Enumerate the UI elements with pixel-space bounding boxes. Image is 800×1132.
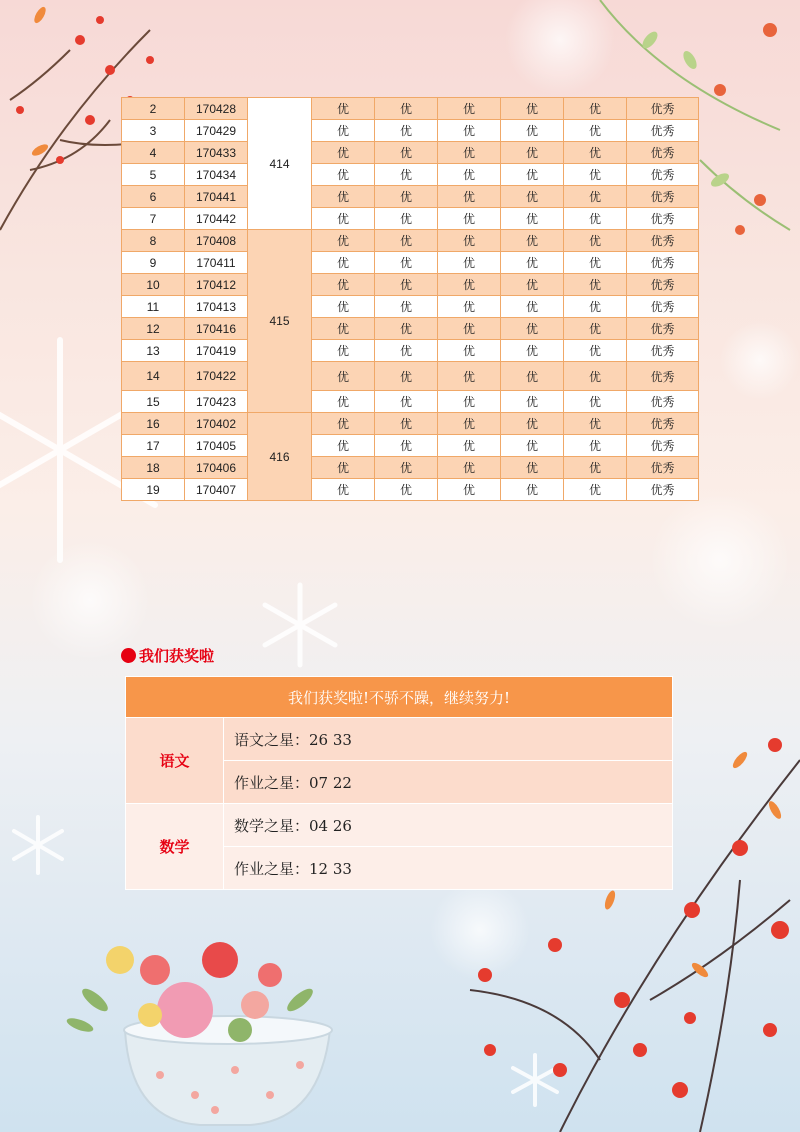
student-id-cell: 170405 (185, 435, 248, 457)
chinese-star-line: 语文之星：26 33 (224, 718, 673, 761)
grade-mark-cell: 优 (375, 296, 438, 318)
row-number-cell: 6 (122, 186, 185, 208)
award-banner-row (126, 677, 673, 718)
row-number-cell: 17 (122, 435, 185, 457)
overall-grade-cell: 优秀 (627, 208, 699, 230)
awards-heading-text: 我们获奖啦 (139, 647, 215, 665)
overall-grade-cell: 优秀 (627, 230, 699, 252)
grade-mark-cell: 优 (501, 413, 564, 435)
grade-mark-cell: 优 (564, 362, 627, 391)
student-id-cell: 170428 (185, 98, 248, 120)
grade-mark-cell: 优 (375, 362, 438, 391)
grade-mark-cell: 优 (312, 413, 375, 435)
flower-cup-icon (65, 942, 332, 1125)
grade-mark-cell: 优 (375, 479, 438, 501)
student-id-cell: 170406 (185, 457, 248, 479)
math-homework-star-line: 作业之星：12 33 (224, 847, 673, 890)
grade-mark-cell: 优 (501, 435, 564, 457)
table-row (122, 142, 699, 164)
grade-mark-cell: 优 (564, 435, 627, 457)
grade-mark-cell: 优 (501, 340, 564, 362)
grade-mark-cell: 优 (312, 164, 375, 186)
table-row (122, 120, 699, 142)
row-number-cell: 15 (122, 391, 185, 413)
grade-mark-cell: 优 (438, 413, 501, 435)
row-number-cell: 3 (122, 120, 185, 142)
chinese-homework-star-line: 作业之星：07 22 (224, 761, 673, 804)
grade-mark-cell: 优 (501, 296, 564, 318)
grade-mark-cell: 优 (564, 98, 627, 120)
grade-mark-cell: 优 (375, 120, 438, 142)
grade-mark-cell: 优 (312, 340, 375, 362)
grade-mark-cell: 优 (501, 142, 564, 164)
grade-mark-cell: 优 (438, 340, 501, 362)
grade-mark-cell: 优 (501, 274, 564, 296)
table-row (122, 413, 699, 435)
row-number-cell: 5 (122, 164, 185, 186)
row-number-cell: 4 (122, 142, 185, 164)
grade-mark-cell: 优 (312, 435, 375, 457)
grade-mark-cell: 优 (564, 252, 627, 274)
grade-mark-cell: 优 (312, 362, 375, 391)
table-row (122, 391, 699, 413)
grade-mark-cell: 优 (312, 186, 375, 208)
grade-mark-cell: 优 (564, 120, 627, 142)
overall-grade-cell: 优秀 (627, 98, 699, 120)
grade-mark-cell: 优 (564, 457, 627, 479)
grade-mark-cell: 优 (564, 186, 627, 208)
grade-mark-cell: 优 (501, 362, 564, 391)
student-id-cell: 170442 (185, 208, 248, 230)
grade-mark-cell: 优 (564, 479, 627, 501)
grade-mark-cell: 优 (501, 164, 564, 186)
table-row (122, 318, 699, 340)
chinese-subject-label: 语文 (126, 718, 224, 804)
table-row (122, 208, 699, 230)
grade-mark-cell: 优 (312, 120, 375, 142)
grade-mark-cell: 优 (375, 164, 438, 186)
grade-mark-cell: 优 (438, 252, 501, 274)
grade-mark-cell: 优 (312, 318, 375, 340)
grade-mark-cell: 优 (501, 120, 564, 142)
grade-mark-cell: 优 (564, 164, 627, 186)
overall-grade-cell: 优秀 (627, 362, 699, 391)
grade-mark-cell: 优 (438, 208, 501, 230)
overall-grade-cell: 优秀 (627, 340, 699, 362)
row-number-cell: 2 (122, 98, 185, 120)
grade-mark-cell: 优 (375, 142, 438, 164)
overall-grade-cell: 优秀 (627, 435, 699, 457)
grade-mark-cell: 优 (375, 252, 438, 274)
grade-mark-cell: 优 (501, 98, 564, 120)
grade-mark-cell: 优 (438, 98, 501, 120)
overall-grade-cell: 优秀 (627, 120, 699, 142)
grade-mark-cell: 优 (438, 479, 501, 501)
grade-table (121, 97, 699, 501)
grade-mark-cell: 优 (564, 230, 627, 252)
grade-mark-cell: 优 (501, 186, 564, 208)
grade-mark-cell: 优 (375, 274, 438, 296)
row-number-cell: 11 (122, 296, 185, 318)
grade-mark-cell: 优 (564, 142, 627, 164)
grade-mark-cell: 优 (312, 142, 375, 164)
table-row (122, 98, 699, 120)
student-id-cell: 170407 (185, 479, 248, 501)
overall-grade-cell: 优秀 (627, 391, 699, 413)
table-row (122, 457, 699, 479)
grade-mark-cell: 优 (375, 98, 438, 120)
grade-mark-cell: 优 (375, 186, 438, 208)
grade-mark-cell: 优 (501, 479, 564, 501)
row-number-cell: 13 (122, 340, 185, 362)
student-id-cell: 170434 (185, 164, 248, 186)
table-row (122, 435, 699, 457)
row-number-cell: 9 (122, 252, 185, 274)
student-id-cell: 170423 (185, 391, 248, 413)
student-id-cell: 170419 (185, 340, 248, 362)
table-row (122, 362, 699, 391)
grade-mark-cell: 优 (375, 318, 438, 340)
overall-grade-cell: 优秀 (627, 186, 699, 208)
grade-mark-cell: 优 (312, 252, 375, 274)
math-subject-label: 数学 (126, 804, 224, 890)
grade-mark-cell: 优 (501, 391, 564, 413)
overall-grade-cell: 优秀 (627, 274, 699, 296)
grade-mark-cell: 优 (438, 274, 501, 296)
overall-grade-cell: 优秀 (627, 252, 699, 274)
student-id-cell: 170416 (185, 318, 248, 340)
student-id-cell: 170413 (185, 296, 248, 318)
row-number-cell: 14 (122, 362, 185, 391)
class-group-cell: 416 (248, 413, 312, 501)
overall-grade-cell: 优秀 (627, 318, 699, 340)
grade-mark-cell: 优 (375, 391, 438, 413)
student-id-cell: 170422 (185, 362, 248, 391)
bullet-dot-icon (121, 648, 136, 663)
grade-mark-cell: 优 (564, 413, 627, 435)
student-id-cell: 170411 (185, 252, 248, 274)
grade-mark-cell: 优 (375, 208, 438, 230)
grade-mark-cell: 优 (312, 391, 375, 413)
grade-mark-cell: 优 (312, 457, 375, 479)
table-row (122, 230, 699, 252)
grade-mark-cell: 优 (564, 296, 627, 318)
grade-mark-cell: 优 (312, 208, 375, 230)
overall-grade-cell: 优秀 (627, 142, 699, 164)
table-row (122, 340, 699, 362)
grade-mark-cell: 优 (564, 274, 627, 296)
grade-mark-cell: 优 (438, 164, 501, 186)
row-number-cell: 7 (122, 208, 185, 230)
grade-mark-cell: 优 (438, 142, 501, 164)
overall-grade-cell: 优秀 (627, 413, 699, 435)
grade-mark-cell: 优 (312, 274, 375, 296)
grade-mark-cell: 优 (438, 296, 501, 318)
grade-mark-cell: 优 (564, 340, 627, 362)
table-row (122, 479, 699, 501)
class-group-cell: 414 (248, 98, 312, 230)
student-id-cell: 170441 (185, 186, 248, 208)
grade-mark-cell: 优 (438, 120, 501, 142)
table-row (122, 274, 699, 296)
row-number-cell: 19 (122, 479, 185, 501)
grade-mark-cell: 优 (375, 230, 438, 252)
overall-grade-cell: 优秀 (627, 296, 699, 318)
award-banner: 我们获奖啦!不骄不躁，继续努力! (126, 677, 673, 718)
grade-mark-cell: 优 (375, 457, 438, 479)
row-number-cell: 8 (122, 230, 185, 252)
grade-mark-cell: 优 (438, 318, 501, 340)
row-number-cell: 10 (122, 274, 185, 296)
grade-mark-cell: 优 (438, 186, 501, 208)
overall-grade-cell: 优秀 (627, 164, 699, 186)
grade-mark-cell: 优 (501, 252, 564, 274)
table-row (122, 296, 699, 318)
row-number-cell: 18 (122, 457, 185, 479)
grade-table-body (122, 98, 699, 501)
grade-mark-cell: 优 (375, 340, 438, 362)
grade-mark-cell: 优 (312, 296, 375, 318)
grade-mark-cell: 优 (564, 208, 627, 230)
overall-grade-cell: 优秀 (627, 457, 699, 479)
chinese-award-row (126, 718, 673, 761)
grade-mark-cell: 优 (564, 391, 627, 413)
row-number-cell: 16 (122, 413, 185, 435)
table-row (122, 186, 699, 208)
grade-mark-cell: 优 (312, 98, 375, 120)
grade-mark-cell: 优 (438, 435, 501, 457)
grade-mark-cell: 优 (501, 230, 564, 252)
grade-mark-cell: 优 (312, 230, 375, 252)
student-id-cell: 170412 (185, 274, 248, 296)
grade-mark-cell: 优 (438, 230, 501, 252)
grade-mark-cell: 优 (375, 413, 438, 435)
grade-mark-cell: 优 (438, 391, 501, 413)
overall-grade-cell: 优秀 (627, 479, 699, 501)
table-row (122, 252, 699, 274)
grade-mark-cell: 优 (501, 318, 564, 340)
grade-mark-cell: 优 (438, 457, 501, 479)
grade-mark-cell: 优 (312, 479, 375, 501)
row-number-cell: 12 (122, 318, 185, 340)
math-star-line: 数学之星：04 26 (224, 804, 673, 847)
student-id-cell: 170429 (185, 120, 248, 142)
student-id-cell: 170408 (185, 230, 248, 252)
grade-mark-cell: 优 (438, 362, 501, 391)
grade-mark-cell: 优 (375, 435, 438, 457)
student-id-cell: 170402 (185, 413, 248, 435)
grade-mark-cell: 优 (501, 208, 564, 230)
table-row (122, 164, 699, 186)
award-table (125, 676, 673, 890)
grade-mark-cell: 优 (564, 318, 627, 340)
grade-mark-cell: 优 (501, 457, 564, 479)
math-award-row (126, 804, 673, 847)
student-id-cell: 170433 (185, 142, 248, 164)
class-group-cell: 415 (248, 230, 312, 413)
awards-heading (121, 645, 214, 666)
